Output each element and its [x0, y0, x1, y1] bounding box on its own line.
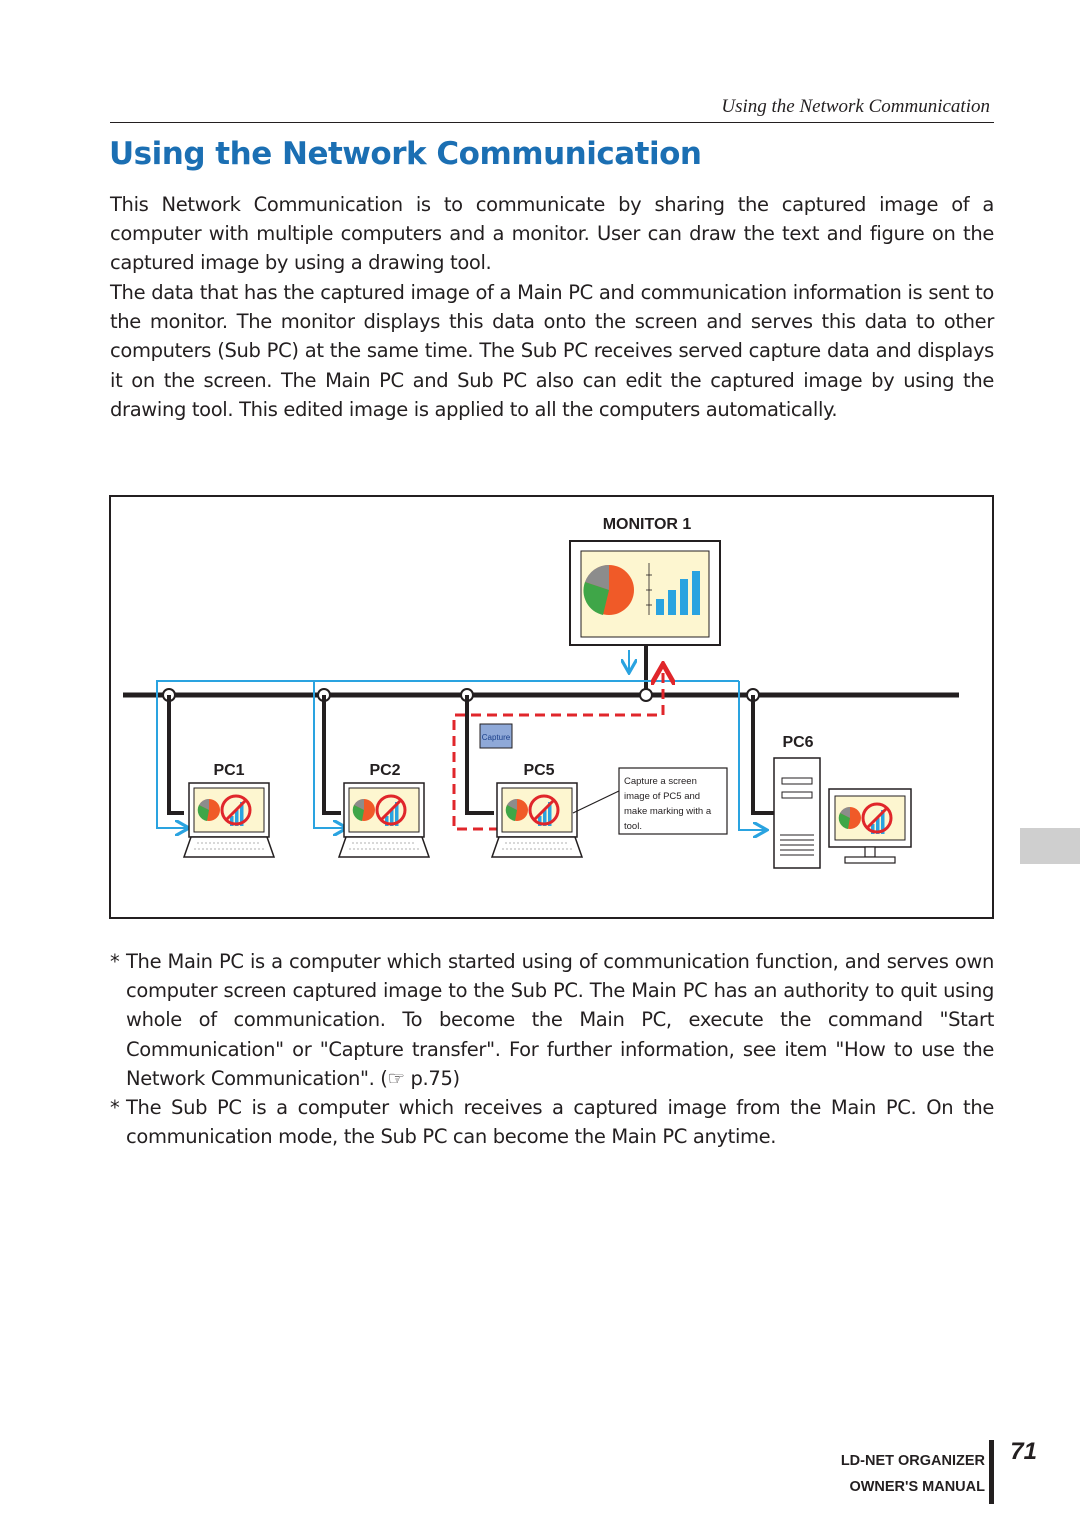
header-rule	[110, 122, 994, 123]
note-text: The Main PC is a computer which started using of communication function, and serves own computer screen captured image to the Sub PC. The Main PC has an authority to quit using whole of communication. To become the Main PC, execute the command "Start Communication" or "Capture transfer". For further information, see item "How to use the Network Communication". (☞ p.75)	[126, 950, 994, 1090]
laptop-pc5-icon	[492, 783, 582, 857]
desktop-monitor-icon	[829, 789, 911, 863]
page-title: Using the Network Communication	[109, 136, 702, 172]
laptop-pc1-icon	[184, 783, 274, 857]
svg-text:Capture: Capture	[481, 733, 511, 742]
svg-text:make marking with a: make marking with a	[624, 806, 712, 817]
desktop-tower-icon	[774, 758, 820, 868]
svg-text:tool.: tool.	[624, 821, 642, 832]
svg-text:image of PC5 and: image of PC5 and	[624, 791, 701, 802]
footer-divider	[989, 1440, 994, 1504]
pc1-label: PC1	[213, 762, 245, 779]
page-number: 71	[1010, 1438, 1037, 1465]
main-pc-note	[110, 947, 994, 1093]
sub-pc-note	[110, 1093, 994, 1151]
pc5-label: PC5	[523, 762, 555, 779]
monitor-icon	[570, 541, 720, 645]
data-flow-paragraph: The data that has the captured image of a Main PC and communication information is sent to the monitor. The monitor displays this data onto the screen and serves this data to other computers (Sub PC) at the same time. The Sub PC receives served capture data and displays it on the screen. The Main PC and Sub PC also can edit the captured image by using the drawing tool. This edited image is applied to all the computers automatically.	[110, 281, 994, 421]
intro-paragraph: This Network Communication is to communicate by sharing the captured image of a computer with multiple computers and a monitor. User can draw the text and figure on the captured image by using a drawing tool.	[110, 193, 994, 275]
callout-box	[573, 768, 727, 834]
laptop-pc2-icon	[339, 783, 429, 857]
footer	[841, 1448, 985, 1500]
svg-text:Capture a screen: Capture a screen	[624, 776, 697, 787]
note-text: The Sub PC is a computer which receives a captured image from the Main PC. On the communication mode, the Sub PC can become the Main PC anytime.	[126, 1096, 994, 1149]
capture-button	[480, 724, 512, 748]
pc6-label: PC6	[782, 734, 814, 751]
footer-manual: OWNER'S MANUAL	[849, 1479, 985, 1495]
footer-product: LD-NET ORGANIZER	[840, 1453, 985, 1469]
note-marker: *	[110, 1096, 120, 1119]
network-diagram	[109, 495, 994, 919]
note-marker: *	[110, 950, 120, 973]
pc2-label: PC2	[369, 762, 401, 779]
chapter-tab	[1020, 828, 1080, 864]
monitor-label: MONITOR 1	[602, 516, 692, 533]
running-header: Using the Network Communication	[721, 96, 990, 117]
